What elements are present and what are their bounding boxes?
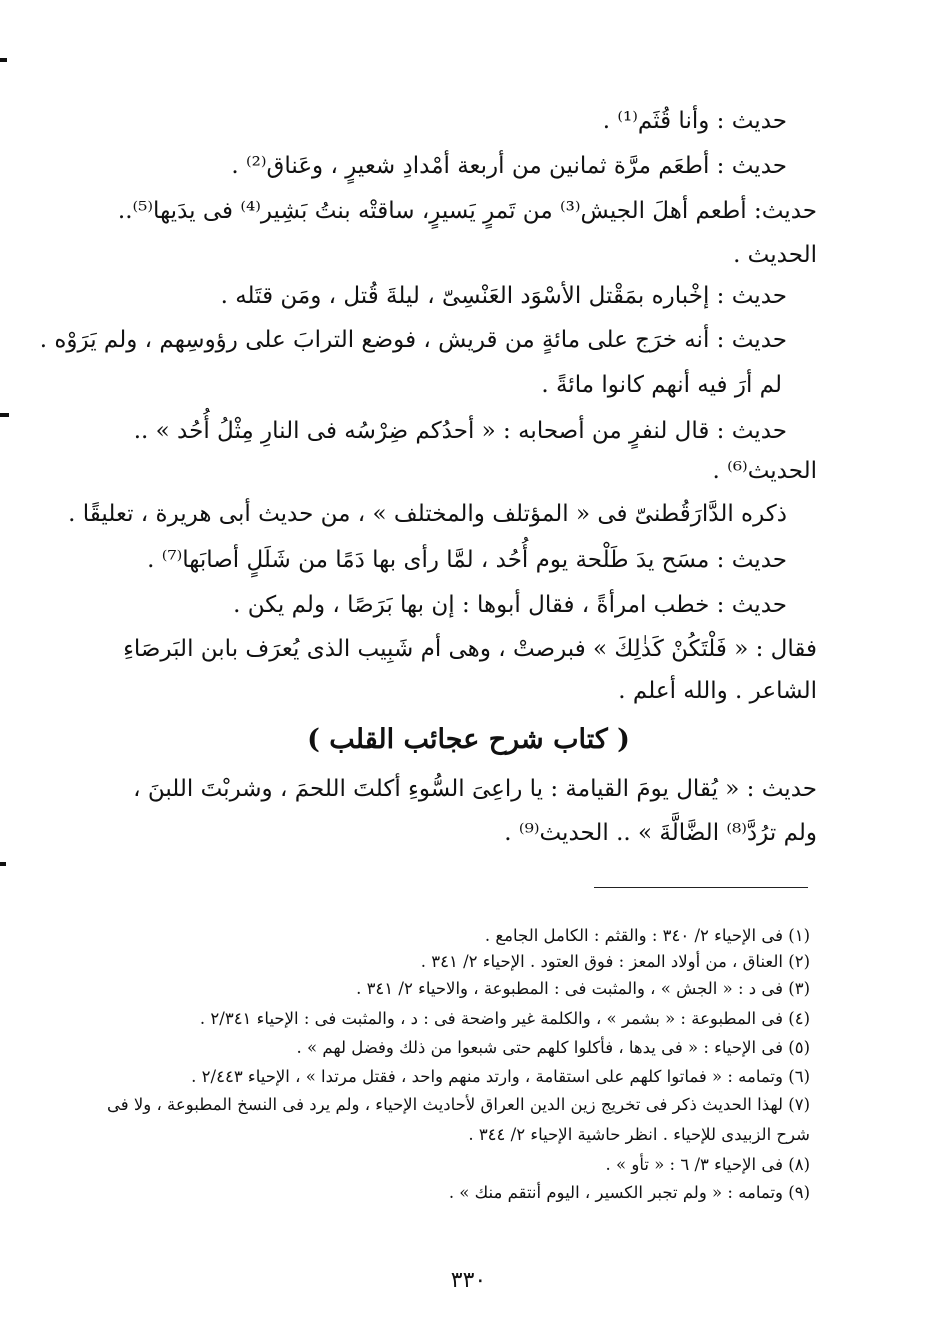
body-line-7: لم أرَ فيه أنهم كانوا مائةً . [541, 372, 782, 398]
footnote-separator [594, 887, 808, 888]
body-line-1: حديث : وأنا قُثَم⁽¹⁾ . [602, 108, 787, 134]
footnote-8: (٨) فى الإحياء ٣/ ٦ : « تأو » . [605, 1155, 810, 1174]
body-line-15: حديث : « يُقال يومَ القيامة : يا راعِىَ السُّوءِ أكلتَ اللحمَ ، وشربْتَ اللبنَ ، [133, 776, 817, 802]
footnote-3: (٣) فى د : « الجش » ، والمثبت فى : المطبوعة ، والاحياء ٢/ ٣٤١ . [356, 979, 810, 998]
margin-mark-top [0, 58, 7, 62]
body-line-3: حديث: أطعم أهلَ الجيش⁽³⁾ من تَمرٍ يَسيرٍ، ساقتْه بنتُ بَشِير⁽⁴⁾ فى يدَيها⁽⁵⁾.. [117, 198, 817, 224]
body-line-9: الحديث⁽⁶⁾ . [712, 458, 817, 484]
body-line-13: فقال : « فَلْتَكُنْ كَذٰلِكَ » فبرصتْ ، وهى أم شَبِيب الذى يُعرَف بابن البَرصَاءِ [123, 636, 817, 662]
footnote-2: (٢) العناق ، من أولاد المعز : فوق العتود . الإحياء ٢/ ٣٤١ . [420, 952, 810, 971]
body-line-12: حديث : خطب امرأةً ، فقال أبوها : إن بها بَرَصًا ، ولم يكن . [233, 592, 787, 618]
margin-mark-middle [0, 413, 9, 417]
body-line-8: حديث : قال لنفرٍ من أصحابه : « أحدُكم ضِرْسُه فى النارِ مِثْلُ أُحُد » .. [133, 418, 787, 444]
body-line-14: الشاعر . والله أعلم . [618, 678, 817, 704]
footnote-7: (٧) لهذا الحديث ذكر فى تخريج زين الدين العراق لأحاديث الإحياء ، ولم يرد فى النسخ المطبوعة ، ولا فى [106, 1095, 810, 1114]
body-line-11: حديث : مسَح يدَ طَلْحة يوم أُحُد ، لمَّا رأى بها دَمًا من شَلَلٍ أصابَها⁽⁷⁾ . [147, 547, 787, 573]
body-line-2: حديث : أطعَم مرَّة ثمانين من أربعة أمْدادِ شعيرٍ ، وعَناق⁽²⁾ . [231, 153, 787, 179]
body-line-5: حديث : إخْباره بمَقْتل الأسْوَد العَنْسِىّ ، ليلةَ قُتل ، ومَن قتَله . [220, 283, 787, 309]
margin-mark-lower [0, 862, 6, 866]
footnote-7-continued: شرح الزبيدى للإحياء . انظر حاشية الإحياء ٢/ ٣٤٤ . [468, 1125, 810, 1144]
footnote-6: (٦) وتمامه : « فماتوا كلهم على استقامة ، وارتد منهم واحد ، فقتل مرتدا » ، الإحياء ٢/٤٤٣ . [191, 1067, 810, 1086]
footnote-9: (٩) وتمامه : « ولم تجبر الكسير ، اليوم أنتقم منك » . [448, 1183, 810, 1202]
body-line-10: ذكره الدَّارَقُطنىّ فى « المؤتلف والمختلف » ، من حديث أبى هريرة ، تعليقًا . [68, 501, 787, 527]
footnote-1: (١) فى الإحياء ٢/ ٣٤٠ : والقثم : الكامل الجامع . [484, 926, 810, 945]
footnote-4: (٤) فى المطبوعة : « بشمر » ، والكلمة غير واضحة فى : د ، والمثبت فى : الإحياء ٢/٣٤١ . [199, 1009, 810, 1028]
body-line-16: ولم ترُدَّ⁽⁸⁾ الضَّالَّةَ » .. الحديث⁽⁹⁾ . [504, 820, 817, 846]
footnote-5: (٥) فى الإحياء : « فى يدها ، فأكلوا كلهم حتى شبعوا من ذلك وفضل لهم » . [296, 1038, 810, 1057]
page-number: ٣٣٠ [450, 1268, 487, 1293]
section-heading: ( كتاب شرح عجائب القلب ) [307, 724, 630, 755]
body-line-6: حديث : أنه خرَج على مائةٍ من قريش ، فوضع الترابَ على رؤوسِهم ، ولم يَرَوْه . [39, 327, 787, 353]
body-line-4: الحديث . [733, 242, 817, 268]
